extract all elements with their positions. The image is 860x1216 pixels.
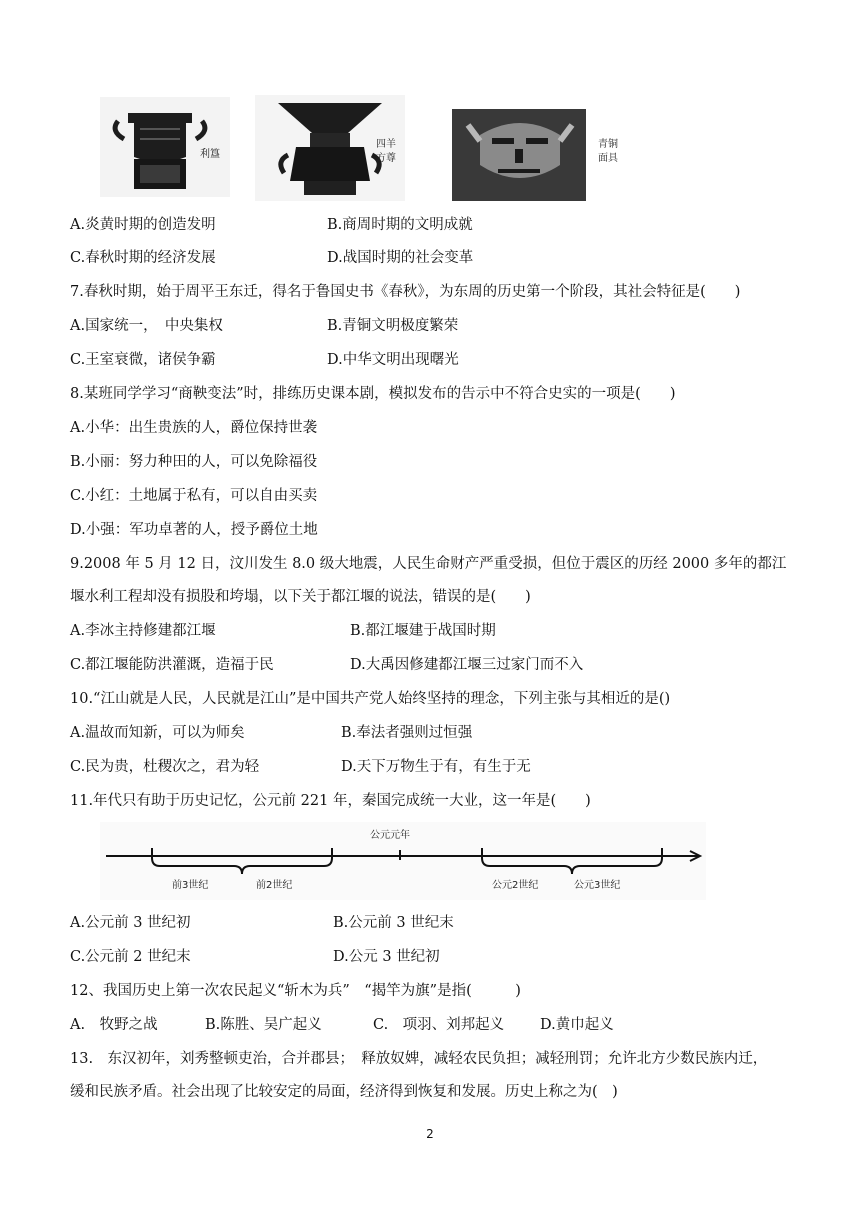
q8-option-d: D.小强：军功卓著的人，授予爵位土地 xyxy=(70,522,318,538)
figure-label-mask-2: 面具 xyxy=(598,153,618,164)
q7-option-d: D.中华文明出现曙光 xyxy=(327,352,459,368)
q6-option-d: D.战国时期的社会变革 xyxy=(327,250,474,266)
q11-option-b: B.公元前 3 世纪末 xyxy=(333,915,454,931)
artifact-images-row xyxy=(100,95,620,205)
timeline-origin-label: 公元元年 xyxy=(370,830,410,841)
q11-option-c: C.公元前 2 世纪末 xyxy=(70,949,191,965)
q9-option-a: A.李冰主持修建都江堰 xyxy=(70,623,216,639)
page-number: 2 xyxy=(426,1127,434,1141)
q9-option-c: C.都江堰能防洪灌溉，造福于民 xyxy=(70,657,274,673)
q8-stem: 8.某班同学学习“商鞅变法”时，排练历史课本剧，模拟发布的告示中不符合史实的一项是( ) xyxy=(70,386,676,402)
q9-stem-line1: 9.2008 年 5 月 12 日，汶川发生 8.0 级大地震，人民生命财产严重受损，但位于震区的历经 2000 多年的都江 xyxy=(70,556,787,572)
q12-option-d: D.黄巾起义 xyxy=(540,1017,614,1033)
q8-option-b: B.小丽：努力种田的人，可以免除福役 xyxy=(70,454,318,470)
q12-option-b: B.陈胜、吴广起义 xyxy=(205,1017,322,1033)
timeline-figure xyxy=(100,822,706,900)
q6-option-a: A.炎黄时期的创造发明 xyxy=(70,217,216,233)
q10-option-b: B.奉法者强则过恒强 xyxy=(341,725,473,741)
figure-label-siyang-2: 方尊 xyxy=(376,153,396,164)
timeline-segment-ad2: 公元2世纪 xyxy=(492,880,539,891)
q7-option-b: B.青铜文明极度繁荣 xyxy=(327,318,459,334)
q10-option-c: C.民为贵，杜稷次之，君为轻 xyxy=(70,759,260,775)
q11-option-d: D.公元 3 世纪初 xyxy=(333,949,440,965)
q10-stem: 10.“江山就是人民，人民就是江山”是中国共产党人始终坚持的理念，下列主张与其相近的是() xyxy=(70,691,671,707)
bronze-mask-icon xyxy=(452,109,586,201)
q11-stem: 11.年代只有助于历史记忆，公元前 221 年，秦国完成统一大业，这一年是( ) xyxy=(70,793,591,809)
q13-stem-line2: 缓和民族矛盾。社会出现了比较安定的局面，经济得到恢复和发展。历史上称之为( ) xyxy=(70,1084,618,1100)
q12-stem: 12、我国历史上第一次农民起义“斩木为兵” “揭竿为旗”是指( ) xyxy=(70,983,521,999)
timeline-svg xyxy=(100,822,706,900)
q10-option-d: D.天下万物生于有，有生于无 xyxy=(341,759,531,775)
q7-stem: 7.春秋时期，始于周平王东迁，得名于鲁国史书《春秋》，为东周的历史第一个阶段，其社会特征是( ) xyxy=(70,284,741,300)
q13-stem-line1: 13. 东汉初年，刘秀整顿吏治，合并郡县； 释放奴婢，减轻农民负担；减轻刑罚；允许北方少数民族内迁， xyxy=(70,1051,768,1067)
q6-option-c: C.春秋时期的经济发展 xyxy=(70,250,216,266)
figure-label-siyang-1: 四羊 xyxy=(376,139,396,150)
q8-option-c: C.小红：土地属于私有，可以自由买卖 xyxy=(70,488,318,504)
bronze-gui-vessel-icon xyxy=(100,97,230,197)
timeline-segment-ad3: 公元3世纪 xyxy=(574,880,621,891)
q6-option-b: B.商周时期的文明成就 xyxy=(327,217,473,233)
timeline-segment-bc2: 前2世纪 xyxy=(256,880,293,891)
q9-option-b: B.都江堰建于战国时期 xyxy=(350,623,496,639)
timeline-segment-bc3: 前3世纪 xyxy=(172,880,209,891)
q8-option-a: A.小华：出生贵族的人，爵位保持世袭 xyxy=(70,420,318,436)
q9-stem-line2: 堰水利工程却没有损股和垮塌，以下关于都江堰的说法，错误的是( ) xyxy=(70,589,531,605)
figure-label-mask-1: 青铜 xyxy=(598,139,618,150)
figure-label-ligui: 利簋 xyxy=(200,149,220,160)
q7-option-c: C.王室衰微，诸侯争霸 xyxy=(70,352,216,368)
q10-option-a: A.温故而知新，可以为师矣 xyxy=(70,725,245,741)
q7-option-a: A.国家统一， 中央集权 xyxy=(70,318,223,334)
q12-option-a: A. 牧野之战 xyxy=(70,1017,158,1033)
artifact-images xyxy=(100,95,620,205)
q9-option-d: D.大禹因修建都江堰三过家门而不入 xyxy=(350,657,584,673)
q11-option-a: A.公元前 3 世纪初 xyxy=(70,915,191,931)
q12-option-c: C. 项羽、刘邦起义 xyxy=(373,1017,505,1033)
